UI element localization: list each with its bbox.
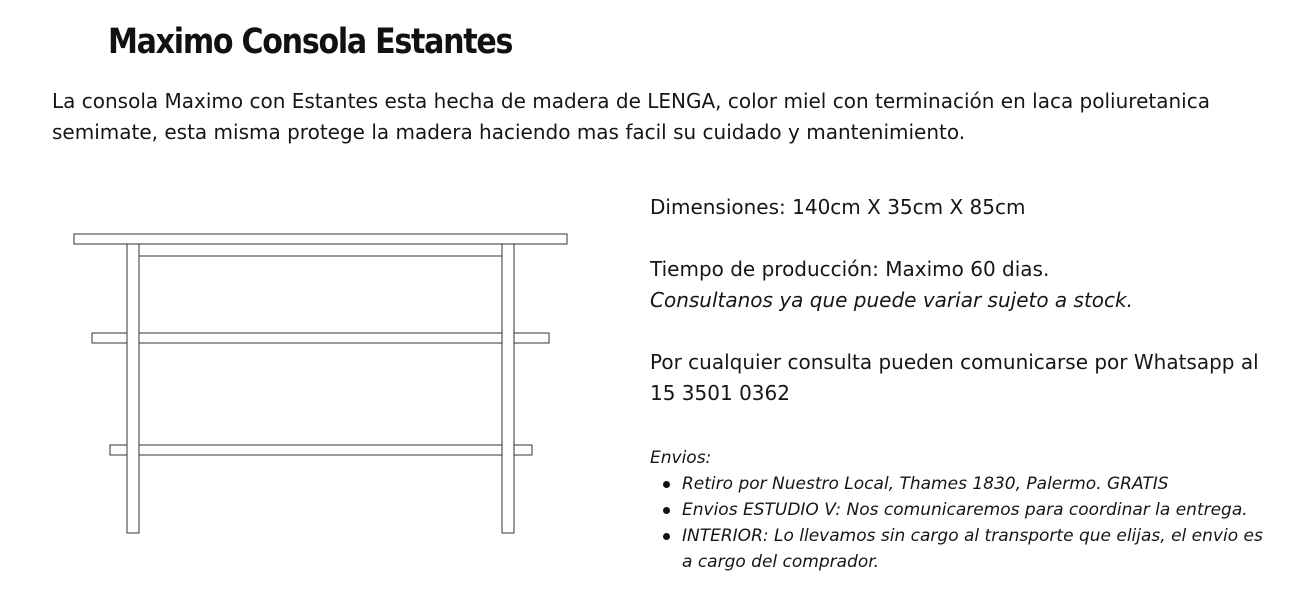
shipping-option-text: Retiro por Nuestro Local, Thames 1830, Palermo. GRATIS bbox=[682, 474, 1169, 494]
console-bottom-shelf bbox=[110, 445, 532, 455]
console-left-leg bbox=[127, 244, 139, 533]
bullet-icon bbox=[663, 481, 670, 488]
product-title: Maximo Consola Estantes bbox=[108, 22, 513, 62]
shipping-heading: Envios: bbox=[650, 448, 712, 468]
product-info bbox=[650, 192, 1270, 575]
product-description: La consola Maximo con Estantes esta hecha de madera de LENGA, color miel con terminación en laca poliuretanica semimate, esta misma protege la madera haciendo mas facil su cuidado y mantenimiento. bbox=[52, 89, 1210, 144]
shipping-option-text: INTERIOR: Lo llevamos sin cargo al transporte que elijas, el envio es a cargo del comprador. bbox=[682, 526, 1263, 572]
dimensions-text: Dimensiones: 140cm X 35cm X 85cm bbox=[650, 195, 1026, 219]
bullet-icon bbox=[663, 507, 670, 514]
console-top-board bbox=[74, 234, 567, 244]
console-line-drawing bbox=[60, 220, 580, 540]
shipping-list bbox=[650, 471, 1270, 575]
shipping-option bbox=[682, 523, 1270, 575]
shipping-section bbox=[650, 445, 1270, 575]
console-right-leg bbox=[502, 244, 514, 533]
contact-text: Por cualquier consulta pueden comunicarse por Whatsapp al 15 3501 0362 bbox=[650, 350, 1259, 405]
production-time-text: Tiempo de producción: Maximo 60 dias. bbox=[650, 257, 1050, 281]
shipping-option bbox=[682, 471, 1270, 497]
stock-note: Consultanos ya que puede variar sujeto a stock. bbox=[650, 288, 1133, 312]
shipping-option-text: Envios ESTUDIO V: Nos comunicaremos para coordinar la entrega. bbox=[682, 500, 1248, 520]
bullet-icon bbox=[663, 533, 670, 540]
console-middle-shelf bbox=[92, 333, 549, 343]
shipping-option bbox=[682, 497, 1270, 523]
